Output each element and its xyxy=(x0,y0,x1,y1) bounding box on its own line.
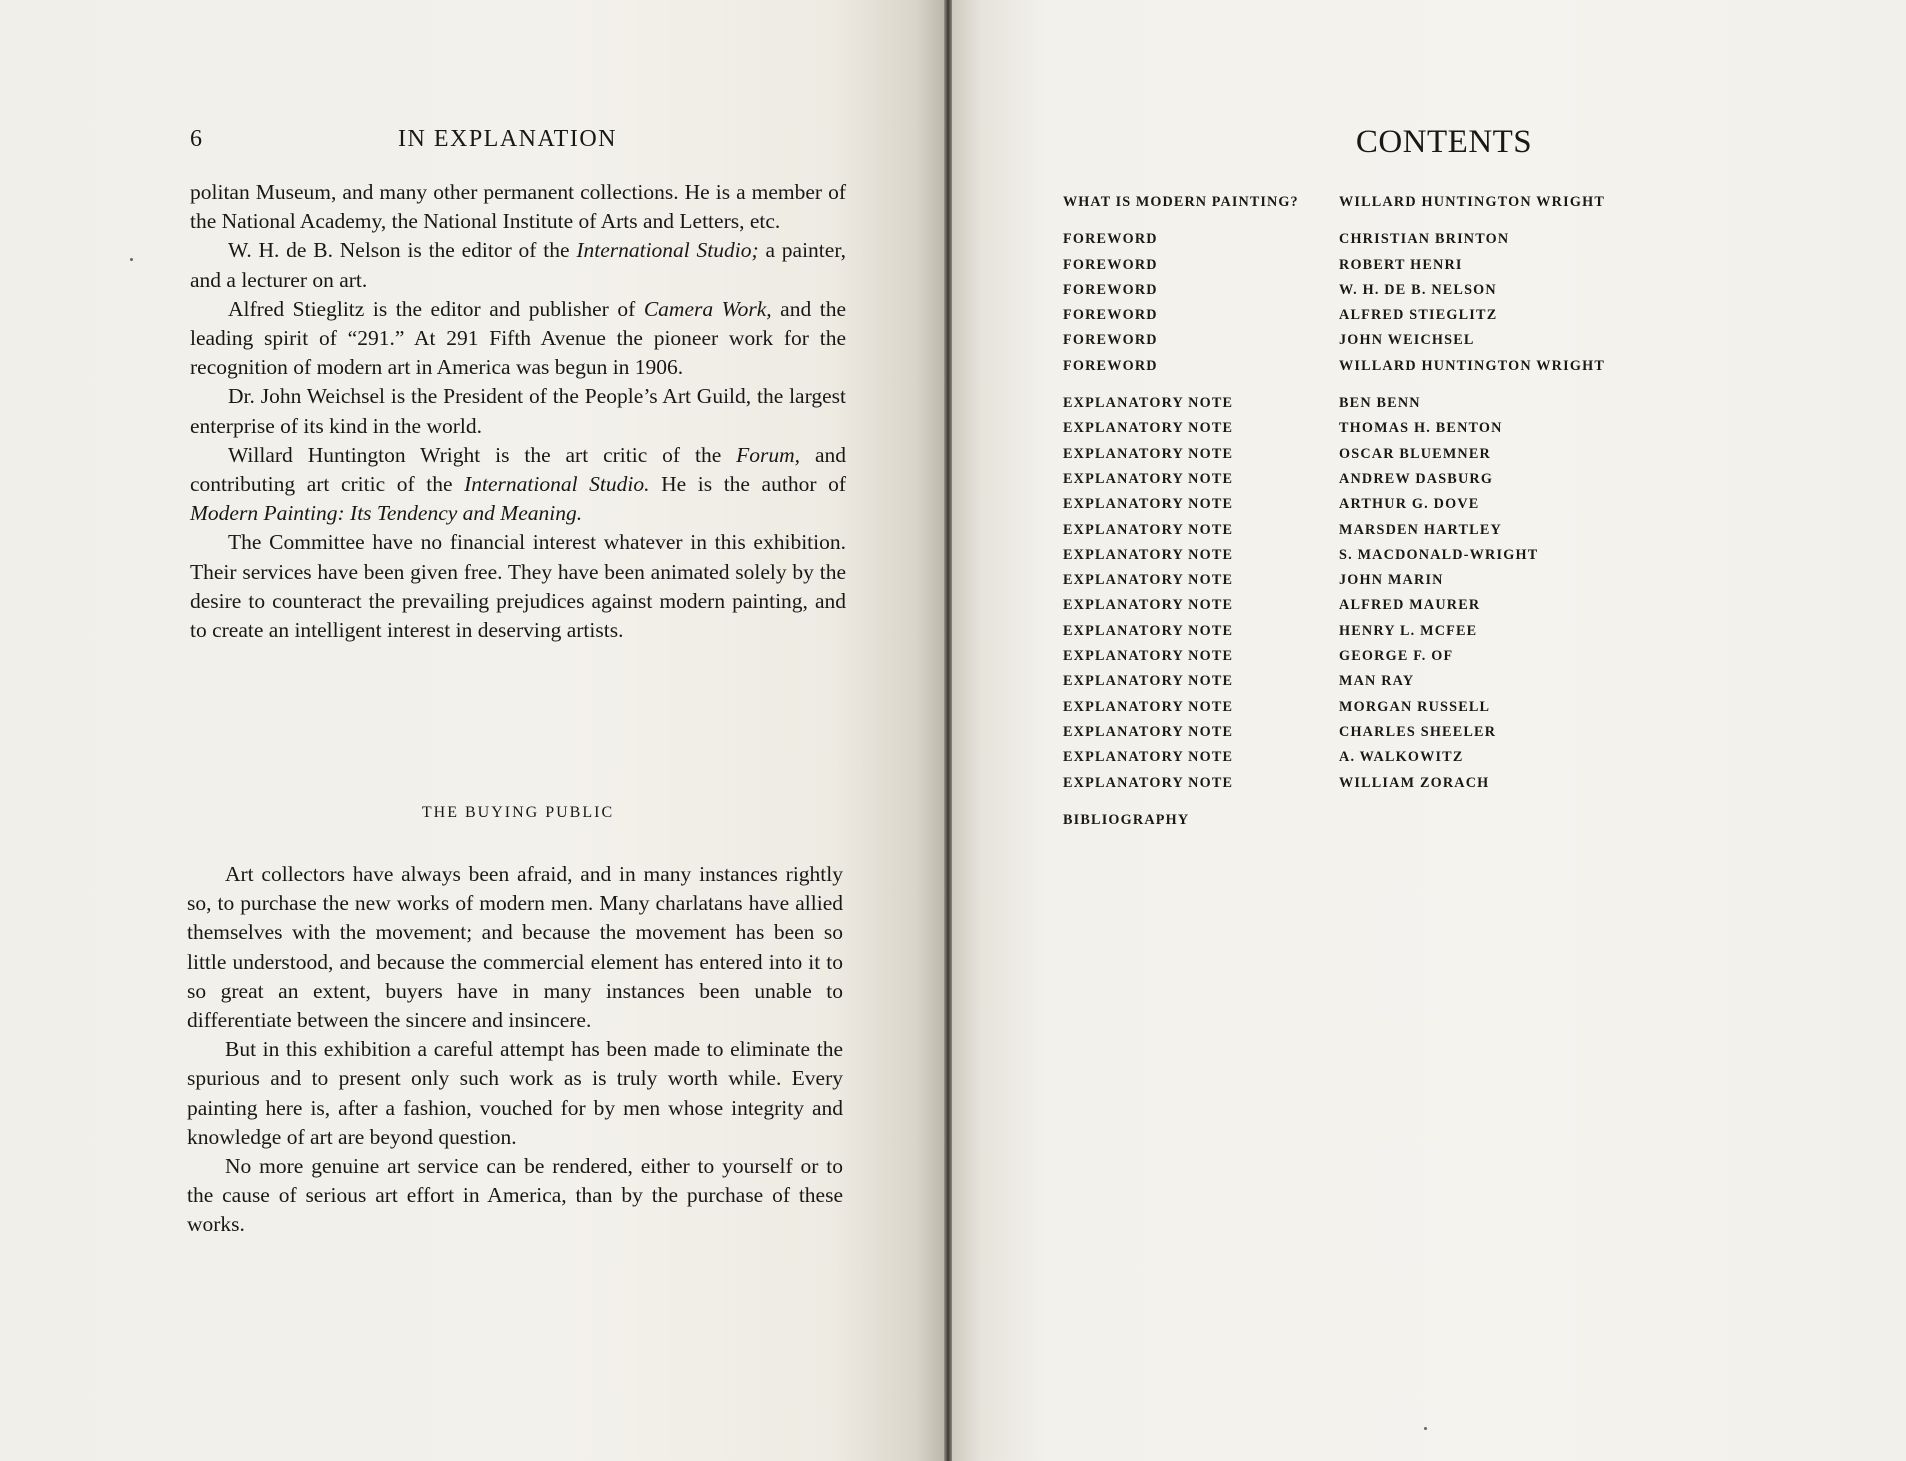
toc-entry xyxy=(1063,492,1763,517)
body-text-bottom xyxy=(187,860,843,1240)
text-run: But in this exhibition a careful attempt has been made to eliminate the spurious and to present only such work as is truly worth while. Every painting here is, after a fashion, vouched for by men whose integrity and knowledge of art are beyond question. xyxy=(187,1037,843,1149)
toc-entry-author: WILLARD HUNTINGTON WRIGHT xyxy=(1339,357,1605,374)
text-run: No more genuine art service can be rendered, either to yourself or to the cause of serious art effort in America, than by the purchase of these works. xyxy=(187,1154,843,1237)
toc-entry xyxy=(1063,391,1763,416)
toc-entry-label: FOREWORD xyxy=(1063,256,1158,273)
toc-entry-author: W. H. DE B. NELSON xyxy=(1339,281,1497,298)
toc-entry-label: WHAT IS MODERN PAINTING? xyxy=(1063,194,1299,210)
toc-group-gap xyxy=(1063,379,1763,391)
toc-entry xyxy=(1063,593,1763,618)
toc-entry xyxy=(1063,644,1763,669)
section-heading: THE BUYING PUBLIC xyxy=(421,804,615,821)
toc-entry-label: FOREWORD xyxy=(1063,231,1158,248)
toc-entry-author: CHRISTIAN BRINTON xyxy=(1339,231,1510,248)
text-run: Dr. John Weichsel is the President of the People’s Art Guild, the largest enterprise of its kind in the world. xyxy=(190,384,846,438)
toc-entry-label: FOREWORD xyxy=(1063,357,1158,374)
toc-entry-label: EXPLANATORY NOTE xyxy=(1063,496,1234,513)
table-of-contents xyxy=(1063,190,1763,833)
toc-entry-author: WILLARD HUNTINGTON WRIGHT xyxy=(1339,194,1605,210)
toc-entry-label: BIBLIOGRAPHY xyxy=(1063,811,1190,828)
paragraph xyxy=(187,1152,843,1240)
toc-group-gap xyxy=(1063,796,1763,808)
text-run: politan Museum, and many other permanent collections. He is a member of the National Academy, the National Institute of Arts and Letters, etc. xyxy=(190,180,846,234)
paragraph xyxy=(190,441,846,529)
toc-group-gap xyxy=(1063,215,1763,227)
toc-entry xyxy=(1063,303,1763,328)
toc-entry-label: EXPLANATORY NOTE xyxy=(1063,698,1234,715)
book-gutter xyxy=(944,0,952,1461)
toc-entry xyxy=(1063,190,1763,215)
toc-entry-author: GEORGE F. OF xyxy=(1339,648,1454,665)
text-run: and the leading spirit of “291.” At 291 Fifth Avenue the pioneer work for the recognition of modern art in America was begun in 1906. xyxy=(190,296,847,380)
toc-entry-author: JOHN MARIN xyxy=(1339,572,1444,589)
toc-entry xyxy=(1063,669,1763,694)
toc-entry-label: EXPLANATORY NOTE xyxy=(1063,774,1234,791)
italic-title: International Studio; xyxy=(576,238,759,263)
paper-speck xyxy=(1424,1427,1427,1430)
toc-entry-label: EXPLANATORY NOTE xyxy=(1063,749,1234,766)
toc-entry xyxy=(1063,745,1763,770)
toc-entry-label: EXPLANATORY NOTE xyxy=(1063,546,1234,563)
toc-entry-author: A. WALKOWITZ xyxy=(1339,749,1464,766)
italic-title: Modern Painting: Its Tendency and Meaning. xyxy=(190,501,583,526)
toc-entry xyxy=(1063,518,1763,543)
toc-entry-author: HENRY L. MCFEE xyxy=(1339,622,1478,639)
toc-entry xyxy=(1063,253,1763,278)
toc-entry xyxy=(1063,227,1763,252)
toc-entry-label: FOREWORD xyxy=(1063,281,1158,298)
toc-entry xyxy=(1063,416,1763,441)
toc-entry-label: EXPLANATORY NOTE xyxy=(1063,470,1234,487)
italic-title: International Studio. xyxy=(464,472,650,497)
toc-entry-label: FOREWORD xyxy=(1063,307,1158,324)
toc-entry-author: ANDREW DASBURG xyxy=(1339,470,1494,487)
toc-entry xyxy=(1063,695,1763,720)
toc-entry-author: MARSDEN HARTLEY xyxy=(1339,521,1502,538)
toc-entry-label: EXPLANATORY NOTE xyxy=(1063,622,1234,639)
toc-entry-author: MAN RAY xyxy=(1339,673,1415,690)
toc-entry xyxy=(1063,808,1763,833)
toc-entry-author: THOMAS H. BENTON xyxy=(1339,420,1503,437)
paragraph xyxy=(187,1035,843,1152)
body-text-top xyxy=(190,178,846,645)
toc-entry-label: EXPLANATORY NOTE xyxy=(1063,572,1234,589)
toc-entry-author: ALFRED STIEGLITZ xyxy=(1339,307,1498,324)
toc-entry xyxy=(1063,354,1763,379)
toc-entry xyxy=(1063,720,1763,745)
toc-entry-label: EXPLANATORY NOTE xyxy=(1063,597,1234,614)
toc-entry xyxy=(1063,568,1763,593)
text-run: a painter, and a lecturer on art. xyxy=(190,238,846,292)
toc-entry-label: EXPLANATORY NOTE xyxy=(1063,723,1234,740)
paragraph xyxy=(190,236,846,294)
paragraph xyxy=(190,528,846,645)
toc-entry-author: ARTHUR G. DOVE xyxy=(1339,496,1480,513)
toc-entry xyxy=(1063,442,1763,467)
toc-entry-label: EXPLANATORY NOTE xyxy=(1063,395,1234,412)
text-run: He is the author of xyxy=(649,472,846,497)
toc-entry-author: OSCAR BLUEMNER xyxy=(1339,445,1491,462)
toc-entry-author: S. MACDONALD-WRIGHT xyxy=(1339,546,1539,563)
toc-entry-author: ROBERT HENRI xyxy=(1339,256,1463,273)
text-run: and contributing art critic of the xyxy=(190,442,846,497)
toc-entry-author: CHARLES SHEELER xyxy=(1339,723,1497,740)
toc-entry-label: EXPLANATORY NOTE xyxy=(1063,420,1234,437)
toc-entry-label: EXPLANATORY NOTE xyxy=(1063,521,1234,538)
toc-entry-author: WILLIAM ZORACH xyxy=(1339,774,1490,791)
text-run: Art collectors have always been afraid, and in many instances rightly so, to purchase the new works of modern men. Many charlatans have allied themselves with the movement; and because the movement has been so little understood, and because the commercial element has entered into it to so great an extent, buyers have in many instances been unable to differentiate between the sincere and insincere. xyxy=(187,862,843,1033)
italic-title: Camera Work, xyxy=(643,296,772,321)
toc-entry xyxy=(1063,543,1763,568)
toc-entry-label: EXPLANATORY NOTE xyxy=(1063,673,1234,690)
text-run: The Committee have no financial interest whatever in this exhibition. Their services have been given free. They have been animated solely by the desire to counteract the prevailing prejudices against modern painting, and to create an intelligent interest in deserving artists. xyxy=(190,530,846,643)
contents-title: CONTENTS xyxy=(1355,124,1533,160)
paragraph xyxy=(190,382,846,440)
toc-entry-label: EXPLANATORY NOTE xyxy=(1063,648,1234,665)
toc-entry-author: BEN BENN xyxy=(1339,395,1421,412)
toc-entry xyxy=(1063,771,1763,796)
running-head-title: IN EXPLANATION xyxy=(398,126,617,152)
paragraph xyxy=(187,860,843,1035)
toc-entry-author: JOHN WEICHSEL xyxy=(1339,332,1475,349)
paragraph xyxy=(190,295,846,383)
text-run: W. H. de B. Nelson is the editor of the xyxy=(228,238,577,263)
text-run: Alfred Stieglitz is the editor and publisher of xyxy=(228,296,644,321)
toc-entry xyxy=(1063,467,1763,492)
paper-speck xyxy=(130,258,133,261)
toc-entry xyxy=(1063,328,1763,353)
page-number: 6 xyxy=(190,126,203,152)
toc-entry-label: EXPLANATORY NOTE xyxy=(1063,445,1234,462)
toc-entry-author: ALFRED MAURER xyxy=(1339,597,1481,614)
paragraph xyxy=(190,178,846,236)
toc-entry-author: MORGAN RUSSELL xyxy=(1339,698,1491,715)
toc-entry xyxy=(1063,619,1763,644)
text-run: Willard Huntington Wright is the art critic of the xyxy=(228,442,737,467)
toc-entry xyxy=(1063,278,1763,303)
left-page xyxy=(0,0,944,1461)
toc-entry-label: FOREWORD xyxy=(1063,332,1158,349)
italic-title: Forum, xyxy=(736,442,801,467)
